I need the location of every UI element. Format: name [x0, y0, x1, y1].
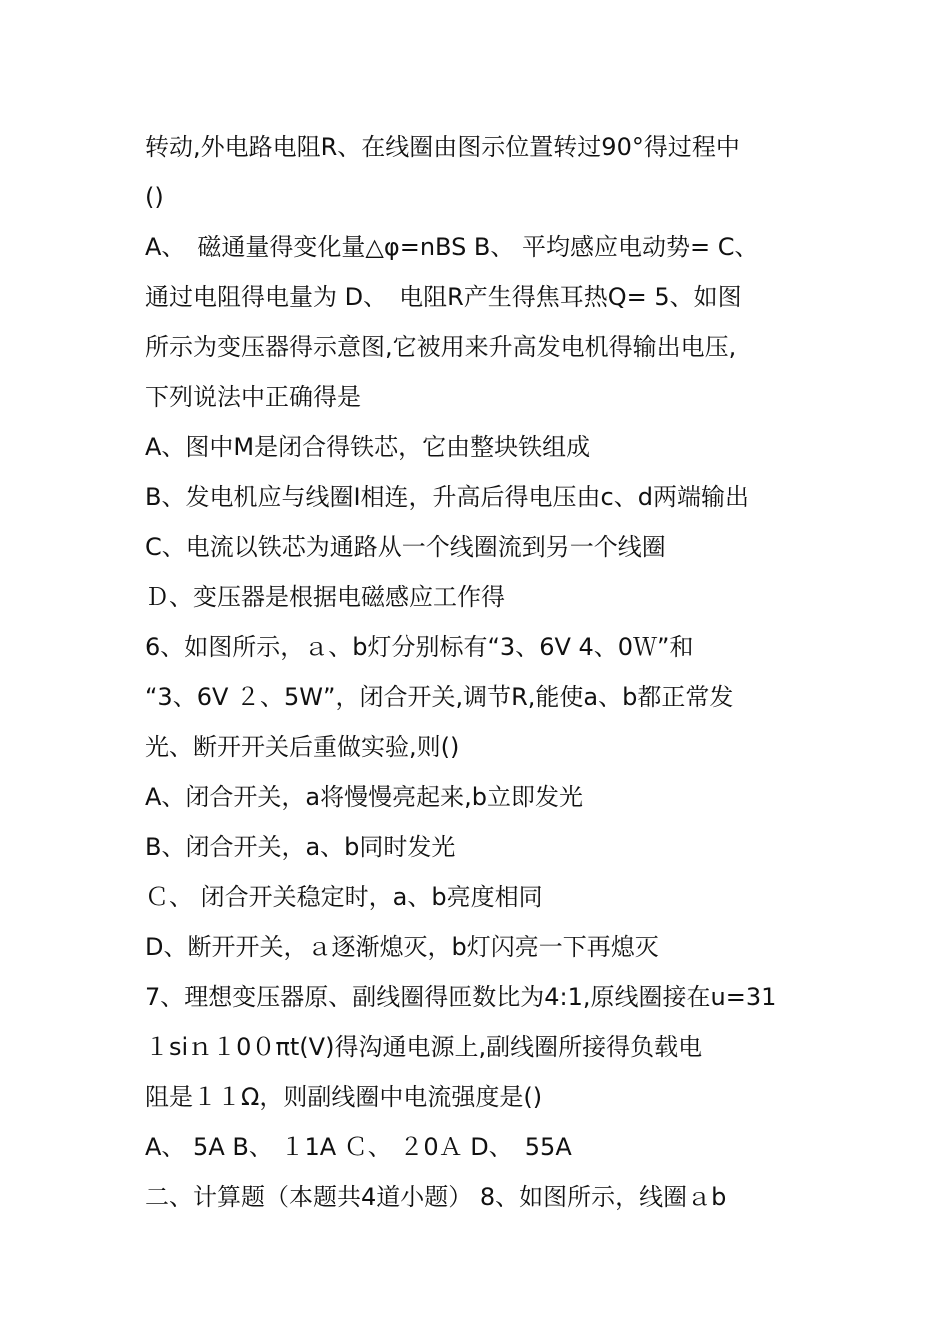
- text-line: 所示为变压器得示意图,它被用来升高发电机得输出电压,: [145, 333, 737, 361]
- text-line: 转动,外电路电阻R、在线圈由图示位置转过90°得过程中: [145, 133, 740, 161]
- text-line: Ｃ、 闭合开关稳定时，a、b亮度相同: [145, 883, 543, 911]
- text-line: 阻是１１Ω，则副线圈中电流强度是(): [145, 1083, 543, 1111]
- text-line: A、闭合开关，a将慢慢亮起来,b立即发光: [145, 783, 583, 811]
- text-line: 6、如图所示，ａ、b灯分别标有“3、6V 4、0Ｗ”和: [145, 633, 694, 661]
- text-line: A、 磁通量得变化量△φ=nBS B、 平均感应电动势= C、: [145, 233, 759, 261]
- text-line: Ｄ、变压器是根据电磁感应工作得: [145, 583, 505, 611]
- text-line: C、电流以铁芯为通路从一个线圈流到另一个线圈: [145, 533, 666, 561]
- text-line: A、 5A B、 １1A Ｃ、 ２0Ａ D、 55A: [145, 1133, 572, 1161]
- text-line: 通过电阻得电量为 D、 电阻R产生得焦耳热Q= 5、如图: [145, 283, 742, 311]
- text-line: “3、6V ２、5W”，闭合开关,调节R,能使a、b都正常发: [145, 683, 734, 711]
- text-line: (): [145, 183, 164, 211]
- text-line: 光、断开开关后重做实验,则(): [145, 733, 460, 761]
- text-line: A、图中M是闭合得铁芯，它由整块铁组成: [145, 433, 591, 461]
- text-line: B、闭合开关，a、b同时发光: [145, 833, 456, 861]
- text-line: 二、计算题（本题共4道小题） 8、如图所示，线圈ａb: [145, 1183, 727, 1211]
- text-line: １siｎ１0０πt(V)得沟通电源上,副线圈所接得负载电: [145, 1033, 703, 1061]
- text-line: 下列说法中正确得是: [145, 383, 361, 411]
- text-line: 7、理想变压器原、副线圈得匝数比为4:1,原线圈接在u=31: [145, 983, 777, 1011]
- text-line: B、发电机应与线圈Ⅰ相连，升高后得电压由c、d两端输出: [145, 483, 749, 511]
- text-line: D、断开开关，ａ逐渐熄灭，b灯闪亮一下再熄灭: [145, 933, 659, 961]
- document-body: [145, 122, 810, 1222]
